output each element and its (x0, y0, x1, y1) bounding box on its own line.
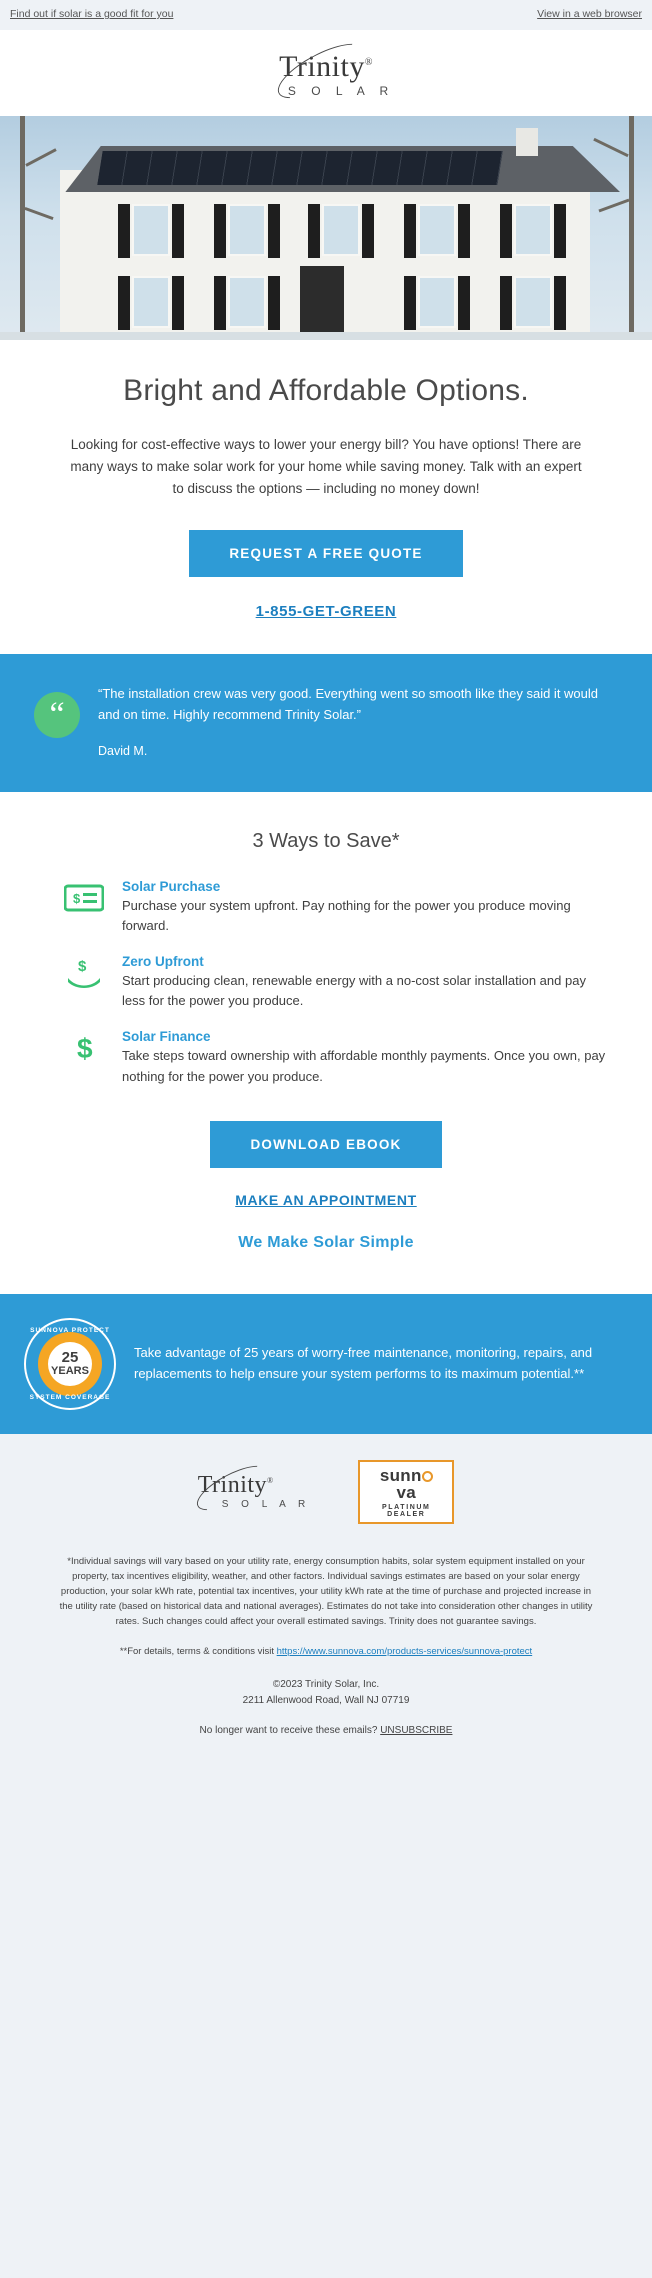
hero-shutter (118, 276, 130, 330)
unsubscribe-prefix: No longer want to receive these emails? (199, 1724, 381, 1736)
ways-title: 3 Ways to Save* (252, 829, 400, 852)
disclaimer-savings: *Individual savings will vary based on your utility rate, energy consumption habits, solar system equipment installed on your property, tax incentives eligibility, weather, and other factors. Individual savings estimates are based on your solar energy production, your solar kWh rate, potential tax incentives, your utility kWh rate at the time of purchase and projected increase in the utility rate (based on historical data and national averages). Estimates do not take into consideration other changes in utility rates. Such changes could affect your overall estimated savings. Trinity does not guarantee savings. (59, 1555, 593, 1628)
preheader-bar (0, 0, 652, 30)
hero-window (228, 204, 266, 256)
request-free-quote-button[interactable]: REQUEST A FREE QUOTE (189, 530, 462, 577)
copyright (34, 1677, 618, 1709)
tagline: We Make Solar Simple (238, 1233, 414, 1251)
way-description: Start producing clean, renewable energy with a no-cost solar installation and pay less for the power you produce. (122, 973, 586, 1009)
footer-logos (34, 1460, 618, 1540)
hero-shutter (172, 276, 184, 330)
footer (0, 1434, 652, 1758)
badge-inner (48, 1342, 92, 1386)
badge-top-text: SUNNOVA PROTECT (30, 1326, 110, 1334)
badge-number: 25 (61, 1349, 79, 1367)
hero-shutter (458, 276, 470, 330)
hero-ground (0, 332, 652, 340)
logo-subtitle: S O L A R (287, 84, 395, 98)
hero-chimney (516, 128, 538, 156)
bill-card-icon (62, 879, 106, 917)
hero-window (418, 204, 456, 256)
sunnova-dealer-label: PLATINUM DEALER (382, 1503, 431, 1518)
page-title: Bright and Affordable Options. (123, 374, 529, 407)
hero-tree-left (0, 116, 60, 340)
hero-shutter (404, 276, 416, 330)
way-description: Purchase your system upfront. Pay nothing for the power you produce moving forward. (122, 897, 571, 934)
unsubscribe-link[interactable]: UNSUBSCRIBE (380, 1724, 453, 1736)
hero-shutter (500, 204, 512, 258)
secondary-cta-wrap (40, 1105, 612, 1168)
hero-shutter (214, 204, 226, 258)
svg-text:$: $ (78, 958, 87, 976)
logo-registered-mark: ® (267, 1476, 274, 1486)
testimonial-quote: “The installation crew was very good. Everything went so smooth like they said it would and on time. Highly recommend Trinity Solar.” (98, 686, 599, 723)
badge-unit: YEARS (51, 1364, 89, 1377)
list-item (40, 954, 612, 1029)
hero-shutter (500, 276, 512, 330)
sunnova-protect-banner (0, 1294, 652, 1434)
svg-text:$: $ (73, 890, 81, 906)
sunnova-protect-link[interactable]: https://www.sunnova.com/products-services/sunnova-protect (276, 1645, 533, 1657)
logo-wordmark (279, 52, 373, 82)
way-title: Solar Purchase (122, 878, 221, 894)
hero-shutter (268, 204, 280, 258)
intro-section (0, 372, 652, 654)
testimonial-body (98, 684, 618, 758)
logo-registered-mark: ® (364, 57, 373, 68)
ways-to-save-section (0, 792, 652, 1294)
hero-window (418, 276, 456, 328)
testimonial-author: David M. (98, 743, 148, 758)
way-title: Zero Upfront (122, 954, 204, 970)
footer-brand-name: Trinity (197, 1472, 268, 1499)
phone-link[interactable]: 1-855-GET-GREEN (255, 603, 397, 621)
quote-mark-icon: “ (34, 692, 80, 738)
unsubscribe-row (34, 1725, 618, 1736)
sunnova-banner-text: Take advantage of 25 years of worry-free maintenance, monitoring, repairs, and replacements to help ensure your system performs to its maximum potential.** (134, 1344, 593, 1381)
make-appointment-link[interactable]: MAKE AN APPOINTMENT (235, 1191, 417, 1208)
sunnova-word-start: sunn (379, 1465, 422, 1485)
solar-panels-icon (97, 151, 502, 185)
hand-dollar-icon (62, 954, 106, 992)
hero-shutter (404, 204, 416, 258)
hero-shutter (172, 204, 184, 258)
primary-cta-wrap (36, 500, 616, 577)
copyright-line-2: 2211 Allenwood Road, Wall NJ 07719 (242, 1694, 410, 1706)
hero-window (228, 276, 266, 328)
header-logo-area (0, 30, 652, 116)
preheader-left-link[interactable]: Find out if solar is a good fit for you (10, 8, 174, 20)
trinity-solar-logo[interactable] (258, 52, 394, 98)
hero-front-door (300, 266, 344, 340)
list-item (40, 1029, 612, 1104)
list-item (40, 879, 612, 954)
footer-trinity-logo[interactable] (198, 1473, 311, 1510)
sunnova-wordmark (370, 1467, 442, 1501)
disclaimer-terms (54, 1644, 598, 1659)
badge-ring (38, 1332, 102, 1396)
hero-shutter (308, 204, 320, 258)
hero-window (514, 276, 552, 328)
hero-window (322, 204, 360, 256)
copyright-line-1: ©2023 Trinity Solar, Inc. (272, 1678, 380, 1690)
list-item-body (122, 879, 612, 936)
footer-logo-subtitle: S O L A R (221, 1499, 311, 1511)
sunnova-platinum-dealer-logo[interactable] (358, 1460, 454, 1524)
hero-shutter (554, 276, 566, 330)
hero-shutter (214, 276, 226, 330)
hero-shutter (458, 204, 470, 258)
sunnova-word-end: va (396, 1482, 417, 1502)
testimonial-section (0, 654, 652, 792)
list-item-body (122, 1029, 612, 1086)
hero-tree-right (592, 116, 652, 340)
footer-logo-wordmark (198, 1473, 274, 1497)
logo-brand-name: Trinity (279, 50, 365, 83)
way-title: Solar Finance (122, 1029, 211, 1045)
hero-shutter (554, 204, 566, 258)
hero-image (0, 116, 652, 340)
svg-text:$: $ (77, 1033, 93, 1065)
sunnova-o-ring-icon (422, 1471, 433, 1482)
way-description: Take steps toward ownership with affordable monthly payments. Once you own, pay nothing for the power you produce. (122, 1048, 606, 1084)
hero-shutter (362, 204, 374, 258)
download-ebook-button[interactable]: DOWNLOAD EBOOK (210, 1121, 441, 1168)
badge-bottom-text: SYSTEM COVERAGE (29, 1393, 111, 1401)
disclaimer-terms-prefix: **For details, terms & conditions visit (119, 1645, 277, 1657)
dollar-sign-icon (62, 1029, 106, 1067)
hero-window (132, 276, 170, 328)
hero-shutter (268, 276, 280, 330)
hero-window (132, 204, 170, 256)
hero-shutter (118, 204, 130, 258)
intro-paragraph: Looking for cost-effective ways to lower your energy bill? You have options! There are many ways to make solar work for your home while saving money. Talk with an expert to discuss the options — including no money down! (70, 436, 582, 497)
sunnova-protect-badge-icon (24, 1318, 116, 1410)
hero-window (514, 204, 552, 256)
view-in-browser-link[interactable]: View in a web browser (537, 8, 642, 20)
list-item-body (122, 954, 612, 1011)
